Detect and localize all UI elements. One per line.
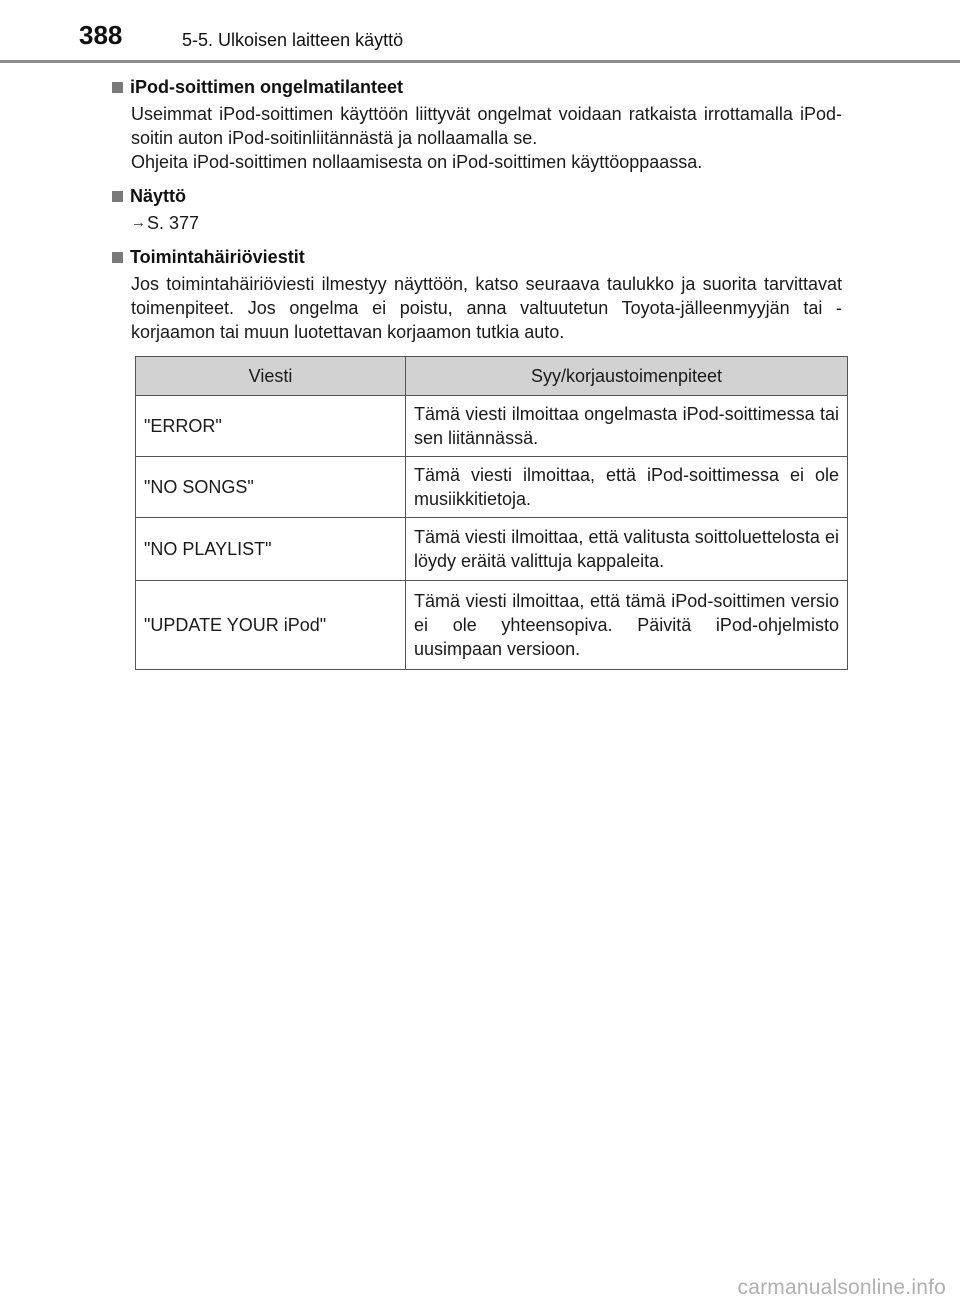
page-header (0, 0, 960, 64)
table-row (136, 518, 848, 581)
column-header-message: Viesti (136, 357, 406, 396)
message-cell: "ERROR" (136, 396, 406, 457)
arrow-right-icon: → (131, 214, 146, 231)
section-heading (112, 245, 842, 269)
cause-cell: Tämä viesti ilmoittaa, että iPod-soittimessa ei ole musiikkitietoja. (406, 457, 848, 518)
paragraph: Useimmat iPod-soittimen käyttöön liittyvät ongelmat voidaan ratkaista irrottamalla iPod-soitin auton iPod-soitinliitännästä ja nollaamalla se. (131, 104, 842, 148)
section-body (131, 102, 842, 174)
square-bullet-icon (112, 252, 123, 263)
chapter-title: 5-5. Ulkoisen laitteen käyttö (182, 30, 404, 50)
paragraph: Jos toimintahäiriöviesti ilmestyy näyttöön, katso seuraava taulukko ja suorita tarvittavat toimenpiteet. Jos ongelma ei poistu, anna valtuutetun Toyota-jälleenmyyjän tai -korjaamon tai muun luotettavan korjaamon tutkia auto. (131, 274, 842, 342)
message-cell: "NO PLAYLIST" (136, 518, 406, 581)
section-heading (112, 184, 842, 208)
message-cell: "UPDATE YOUR iPod" (136, 581, 406, 670)
section-heading (112, 75, 842, 99)
cause-cell: Tämä viesti ilmoittaa ongelmasta iPod-soittimessa tai sen liitännässä. (406, 396, 848, 457)
heading-text: iPod-soittimen ongelmatilanteet (130, 77, 404, 97)
table-row (136, 581, 848, 670)
section-body (131, 272, 842, 344)
page-number: 388 (79, 20, 123, 50)
section-display (112, 184, 842, 235)
table-row (136, 457, 848, 518)
square-bullet-icon (112, 191, 123, 202)
page-content (112, 75, 842, 354)
watermark: carmanualsonline.info (737, 1276, 946, 1299)
section-error-messages (112, 245, 842, 344)
section-ipod-problems (112, 75, 842, 174)
heading-text: Toimintahäiriöviestit (130, 247, 305, 267)
table-header-row (136, 357, 848, 396)
reference-text[interactable]: S. 377 (147, 213, 200, 233)
header-divider (0, 60, 960, 63)
cause-cell: Tämä viesti ilmoittaa, että tämä iPod-soittimen versio ei ole yhteensopiva. Päivitä iPod-ohjelmisto uusimpaan versioon. (406, 581, 848, 670)
heading-text: Näyttö (130, 186, 187, 206)
error-message-table (135, 356, 848, 670)
table-row (136, 396, 848, 457)
square-bullet-icon (112, 82, 123, 93)
page-reference[interactable] (131, 211, 842, 235)
cause-cell: Tämä viesti ilmoittaa, että valitusta soittoluettelosta ei löydy eräitä valittuja kappaleita. (406, 518, 848, 581)
column-header-cause: Syy/korjaustoimenpiteet (406, 357, 848, 396)
paragraph: Ohjeita iPod-soittimen nollaamisesta on iPod-soittimen käyttöoppaassa. (131, 152, 703, 172)
message-cell: "NO SONGS" (136, 457, 406, 518)
